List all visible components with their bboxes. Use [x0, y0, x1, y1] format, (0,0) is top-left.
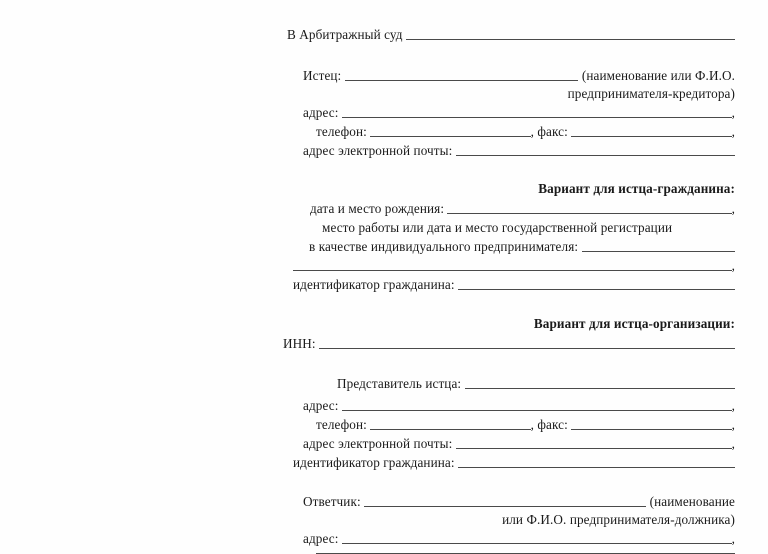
- plaintiff-label: Истец:: [303, 68, 345, 83]
- plaintiff-address-label: адрес:: [303, 105, 342, 120]
- form-line-entrepreneur: [309, 239, 735, 254]
- rep-fax-label: , факс:: [530, 417, 572, 432]
- defendant-hint-continuation: или Ф.И.О. предпринимателя-должника): [502, 512, 735, 527]
- rep-phone-comma: ,: [731, 417, 735, 432]
- form-line-plaintiff: [303, 68, 735, 83]
- entrepreneur-blank-rule[interactable]: [582, 251, 735, 252]
- form-line-plaintiff-phone: [316, 124, 735, 139]
- entrepreneur-continuation-comma: ,: [731, 258, 735, 273]
- form-line-representative: [337, 376, 735, 391]
- rep-phone-blank-rule[interactable]: [370, 429, 530, 430]
- representative-label: Представитель истца:: [337, 376, 465, 391]
- work-place-text: место работы или дата и место государственной регистрации: [322, 220, 673, 235]
- plaintiff-email-blank-rule[interactable]: [456, 155, 735, 156]
- form-line-citizen-id: [293, 277, 735, 292]
- plaintiff-address-comma: ,: [731, 105, 735, 120]
- inn-blank-rule[interactable]: [319, 348, 735, 349]
- variant-org-heading: Вариант для истца-организации:: [533, 316, 735, 331]
- rep-citizen-id-blank-rule[interactable]: [458, 467, 735, 468]
- birth-comma: ,: [731, 201, 735, 216]
- rep-phone-label: телефон:: [316, 417, 371, 432]
- plaintiff-email-label: адрес электронной почты:: [303, 143, 456, 158]
- rep-email-blank-rule[interactable]: [456, 448, 732, 449]
- form-line-defendant: [303, 494, 735, 509]
- form-line-rep-phone: [316, 417, 735, 432]
- representative-blank-rule[interactable]: [465, 388, 735, 389]
- form-line-plaintiff-hint-cont: [303, 86, 735, 101]
- form-line-rep-address: [303, 398, 735, 413]
- plaintiff-address-blank-rule[interactable]: [342, 117, 732, 118]
- rep-email-label: адрес электронной почты:: [303, 436, 456, 451]
- form-line-birth: [310, 201, 735, 216]
- form-line-defendant-address: [303, 531, 735, 546]
- defendant-address-blank-rule[interactable]: [342, 543, 732, 544]
- form-line-rep-citizen-id: [293, 455, 735, 470]
- court-label: В Арбитражный суд: [287, 27, 406, 42]
- form-line-rep-email: [303, 436, 735, 451]
- entrepreneur-continuation-rule[interactable]: [293, 270, 732, 271]
- heading-variant-org: [303, 316, 735, 331]
- form-line-plaintiff-address: [303, 105, 735, 120]
- heading-variant-citizen: [303, 181, 735, 196]
- court-blank-rule[interactable]: [406, 39, 735, 40]
- defendant-address-label: адрес:: [303, 531, 342, 546]
- form-line-clipped-bottom: [316, 550, 735, 554]
- defendant-hint: (наименование: [646, 494, 735, 509]
- rep-address-blank-rule[interactable]: [342, 410, 732, 411]
- plaintiff-phone-comma: ,: [731, 124, 735, 139]
- rep-citizen-id-label: идентификатор гражданина:: [293, 455, 459, 470]
- plaintiff-hint: (наименование или Ф.И.О.: [578, 68, 735, 83]
- plaintiff-fax-label: , факс:: [530, 124, 572, 139]
- plaintiff-phone-blank-rule[interactable]: [370, 136, 530, 137]
- form-line-inn: [283, 336, 735, 351]
- plaintiff-fax-blank-rule[interactable]: [571, 136, 731, 137]
- defendant-blank-rule[interactable]: [364, 506, 646, 507]
- inn-label: ИНН:: [283, 336, 320, 351]
- form-line-work-place: [322, 220, 735, 235]
- rep-email-comma: ,: [731, 436, 735, 451]
- rep-address-label: адрес:: [303, 398, 342, 413]
- form-line-defendant-hint-cont: [303, 512, 735, 527]
- plaintiff-phone-label: телефон:: [316, 124, 371, 139]
- citizen-id-label: идентификатор гражданина:: [293, 277, 459, 292]
- form-line-plaintiff-email: [303, 143, 735, 158]
- form-line-entrepreneur-continuation: [293, 258, 735, 273]
- citizen-id-blank-rule[interactable]: [458, 289, 735, 290]
- birth-blank-rule[interactable]: [447, 213, 731, 214]
- plaintiff-blank-rule[interactable]: [345, 80, 579, 81]
- form-line-court: [287, 27, 735, 42]
- birth-label: дата и место рождения:: [310, 201, 448, 216]
- defendant-label: Ответчик:: [303, 494, 365, 509]
- variant-citizen-heading: Вариант для истца-гражданина:: [538, 181, 735, 196]
- rep-address-comma: ,: [731, 398, 735, 413]
- plaintiff-hint-continuation: предпринимателя-кредитора): [567, 86, 735, 101]
- entrepreneur-label: в качестве индивидуального предпринимателя:: [309, 239, 582, 254]
- defendant-address-comma: ,: [731, 531, 735, 546]
- rep-fax-blank-rule[interactable]: [571, 429, 731, 430]
